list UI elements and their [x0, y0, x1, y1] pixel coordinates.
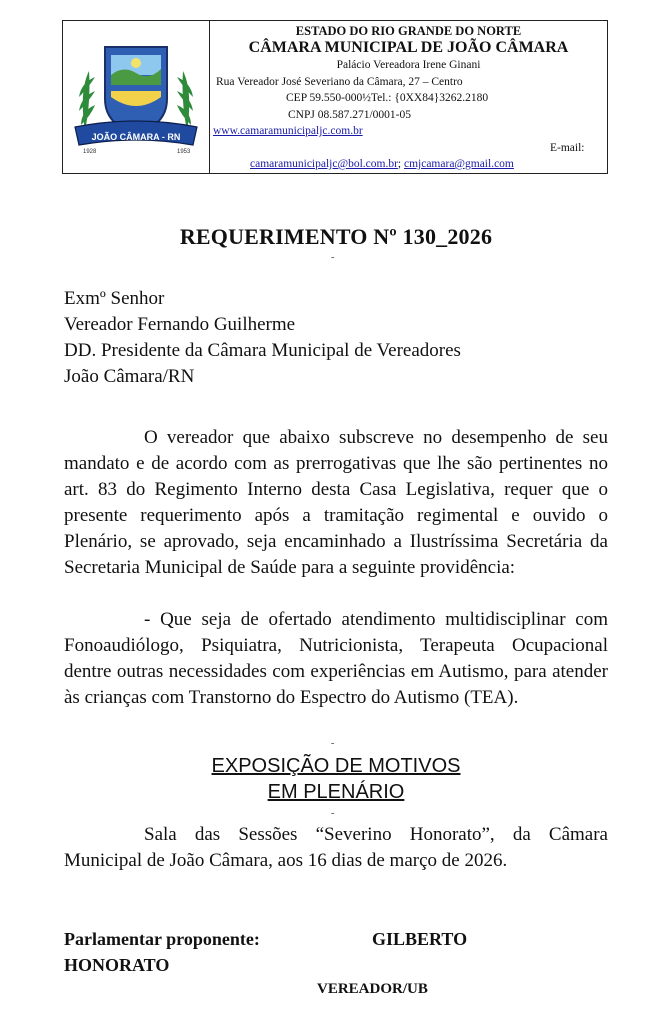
addressee-line-4: João Câmara/RN — [64, 366, 195, 387]
svg-text:JOÃO CÂMARA - RN: JOÃO CÂMARA - RN — [91, 132, 181, 142]
request-item: - Que seja de ofertado atendimento multidisciplinar com Fonoaudiólogo, Psiquiatra, Nutricionista, Terapeuta Ocupacional dentre outras necessidades com experiências em Autismo, para atender às crianças com Transtorno do Espectro do Autismo (TEA). — [64, 609, 608, 708]
cep-phone: CEP 59.550-000½Tel.: {0XX84}3262.2180 — [286, 92, 489, 104]
chamber-name: CÂMARA MUNICIPAL DE JOÃO CÂMARA — [248, 39, 569, 56]
proponent-first-name: GILBERTO — [372, 929, 468, 949]
proponent-label: Parlamentar proponente: — [64, 929, 260, 949]
logo-cell — [63, 21, 210, 173]
website-link[interactable]: www.camaramunicipaljc.com.br — [213, 125, 363, 137]
email-line: camaramunicipaljc@bol.com.br; cmjcamara@gmail.com — [250, 158, 514, 170]
email-link-1[interactable]: camaramunicipaljc@bol.com.br — [250, 158, 398, 170]
scan-mark: - — [331, 252, 335, 263]
proponent-role: VEREADOR/UB — [317, 981, 428, 997]
state-name: ESTADO DO RIO GRANDE DO NORTE — [295, 24, 522, 38]
municipal-coat-of-arms-icon — [67, 41, 205, 159]
request-paragraph: O vereador que abaixo subscreve no desempenho de seu mandato e de acordo com as prerrogativas que lhe são pertinentes no art. 83 do Regimento Interno desta Casa Legislativa, requer que o presente requerimento após a tramitação regimental e ouvido o Plenário, se aprovado, seja encaminhado a Ilustríssima Secretária da Secretaria Municipal de Saúde para a seguinte providência: — [64, 427, 608, 578]
exposicao-heading-2: EM PLENÁRIO — [267, 781, 405, 803]
sala-paragraph: Sala das Sessões “Severino Honorato”, da Câmara Municipal de João Câmara, aos 16 dias de março de 2026. — [64, 824, 608, 871]
scan-mark: - — [331, 808, 335, 819]
document-title: REQUERIMENTO Nº 130_2026 — [179, 224, 493, 249]
scan-mark: - — [331, 738, 335, 749]
letterhead — [62, 20, 608, 174]
cnpj: CNPJ 08.587.271/0001-05 — [288, 109, 411, 121]
svg-text:1928: 1928 — [83, 149, 97, 155]
addressee-line-3: DD. Presidente da Câmara Municipal de Vereadores — [64, 340, 461, 361]
addressee-line-1: Exmº Senhor — [64, 288, 165, 309]
palace-name: Palácio Vereadora Irene Ginani — [336, 59, 481, 71]
letterhead-info — [210, 21, 607, 173]
svg-text:1953: 1953 — [177, 149, 191, 155]
proponent-last-name: HONORATO — [64, 955, 170, 975]
exposicao-heading-1: EXPOSIÇÃO DE MOTIVOS — [211, 755, 461, 777]
email-link-2[interactable]: cmjcamara@gmail.com — [403, 158, 514, 170]
addressee-line-2: Vereador Fernando Guilherme — [64, 314, 296, 335]
email-label: E-mail: — [550, 142, 585, 154]
street-address: Rua Vereador José Severiano da Câmara, 27 – Centro — [216, 76, 463, 88]
